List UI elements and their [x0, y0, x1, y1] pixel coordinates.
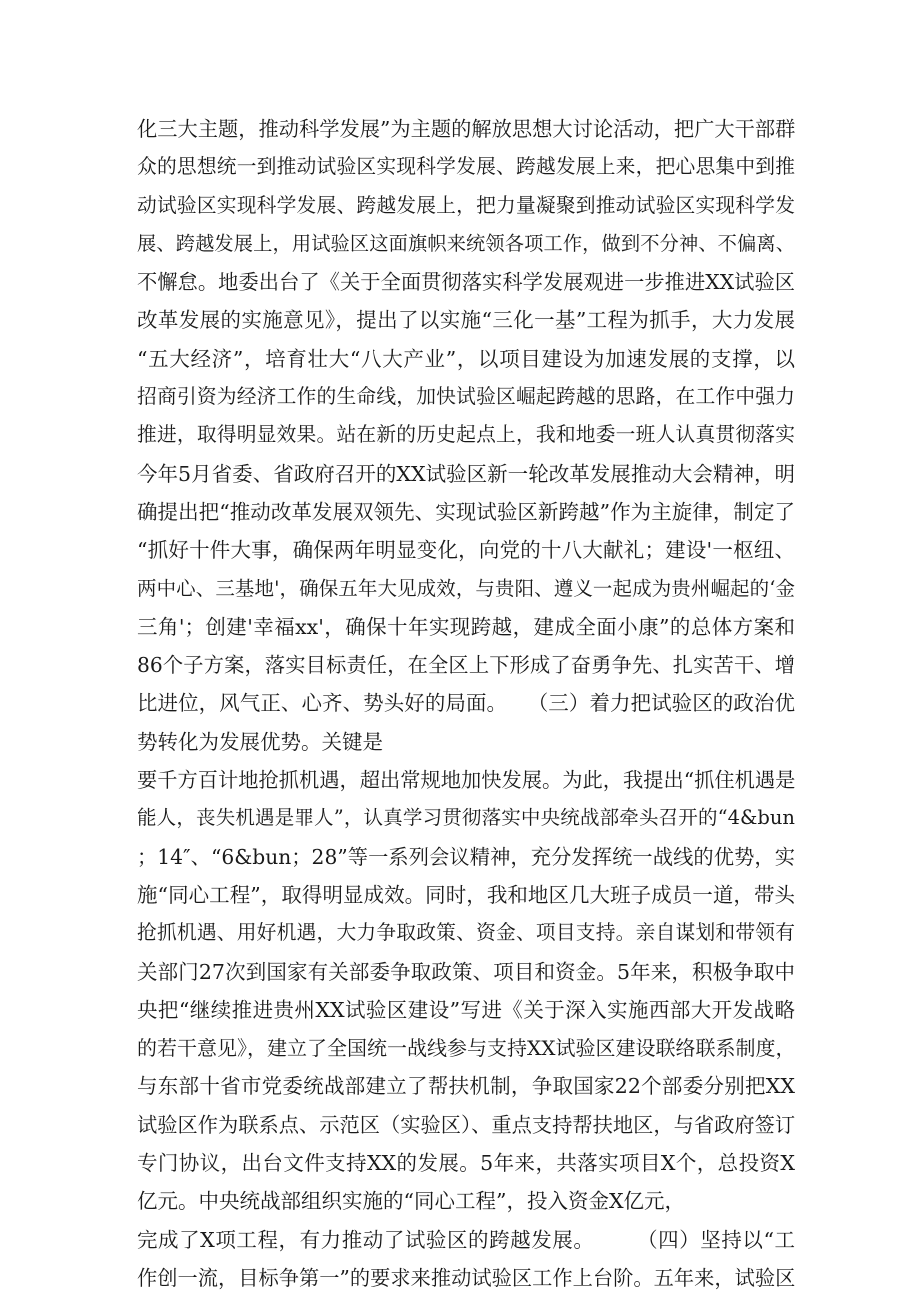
text-line: 作创一流，目标争第一”的要求来推动试验区工作上台阶。五年来，试验区: [137, 1265, 796, 1290]
text-line: ；14″、“6&bun；28”等一系列会议精神，充分发挥统一战线的优势，实: [137, 844, 795, 869]
text-line: 确提出把“推动改革发展双领先、实现试验区新跨越”作为主旋律，制定了: [137, 499, 795, 524]
text-line: 众的思想统一到推动试验区实现科学发展、跨越发展上来，把心思集中到推: [137, 155, 795, 179]
text-line: 完成了X项工程，有力推动了试验区的跨越发展。 （四）坚持以“工: [137, 1227, 795, 1252]
text-line: 86个子方案，落实目标责任，在全区上下形成了奋勇争先、扎实苦干、增: [137, 653, 795, 678]
text-line: 势转化为发展优势。关键是: [137, 729, 383, 754]
text-line: 比进位，风气正、心齐、势头好的局面。 （三）着力把试验区的政治优: [137, 691, 795, 716]
text-line: 关部门27次到国家有关部委争取政策、项目和资金。5年来，积极争取中: [137, 959, 795, 984]
text-line: 两中心、三基地'，确保五年大见成效，与贵阳、遵义一起成为贵州崛起的‘金: [137, 576, 795, 600]
text-line: 与东部十省市党委统战部建立了帮扶机制，争取国家22个部委分别把XX: [137, 1074, 795, 1099]
text-line: 能人，丧失机遇是罪人”，认真学习贯彻落实中央统战部牵头召开的“4&bun: [137, 806, 795, 830]
text-line: 要千方百计地抢抓机遇，超出常规地加快发展。为此，我提出“抓住机遇是: [137, 768, 796, 793]
text-line: 推进，取得明显效果。站在新的历史起点上，我和地委一班人认真贯彻落实: [137, 423, 795, 447]
text-line: 今年5月省委、省政府召开的XX试验区新一轮改革发展推动大会精神，明: [137, 461, 795, 486]
document-body: [137, 110, 795, 1297]
text-line: 施“同心工程”，取得明显成效。同时，我和地区几大班子成员一道，带头: [137, 882, 795, 907]
text-line: 改革发展的实施意见》，提出了以实施“三化一基”工程为抓手，大力发展: [137, 308, 795, 333]
text-line: 抢抓机遇、用好机遇，大力争取政策、资金、项目支持。亲自谋划和带领有: [137, 921, 795, 945]
text-line: 招商引资为经济工作的生命线，加快试验区崛起跨越的思路，在工作中强力: [137, 385, 795, 409]
text-line: “抓好十件大事，确保两年明显变化，向党的十八大献礼；建设'一枢纽、: [137, 538, 795, 563]
text-line: 不懈怠。地委出台了《关于全面贯彻落实科学发展观进一步推进XX试验区: [137, 270, 795, 295]
text-line: 亿元。中央统战部组织实施的“同心工程”，投入资金X亿元，: [137, 1189, 686, 1214]
text-line: 央把“继续推进贵州XX试验区建设”写进《关于深入实施西部大开发战略: [137, 997, 795, 1022]
text-line: 展、跨越发展上，用试验区这面旗帜来统领各项工作，做到不分神、不偏离、: [137, 231, 795, 255]
text-line: 试验区作为联系点、示范区（实验区）、重点支持帮扶地区，与省政府签订: [137, 1112, 796, 1137]
text-line: 三角'；创建'幸福xx'，确保十年实现跨越，建成全面小康”的总体方案和: [137, 614, 795, 639]
text-line: 专门协议，出台文件支持XX的发展。5年来，共落实项目X个，总投资X: [137, 1151, 795, 1176]
text-line: 动试验区实现科学发展、跨越发展上，把力量凝聚到推动试验区实现科学发: [137, 193, 795, 217]
text-line: 化三大主题，推动科学发展”为主题的解放思想大讨论活动，把广大干部群: [137, 117, 796, 141]
text-line: “五大经济”，培育壮大“八大产业”，以项目建设为加速发展的支撑，以: [137, 346, 795, 371]
text-line: 的若干意见》，建立了全国统一战线参与支持XX试验区建设联络联系制度，: [137, 1036, 796, 1061]
